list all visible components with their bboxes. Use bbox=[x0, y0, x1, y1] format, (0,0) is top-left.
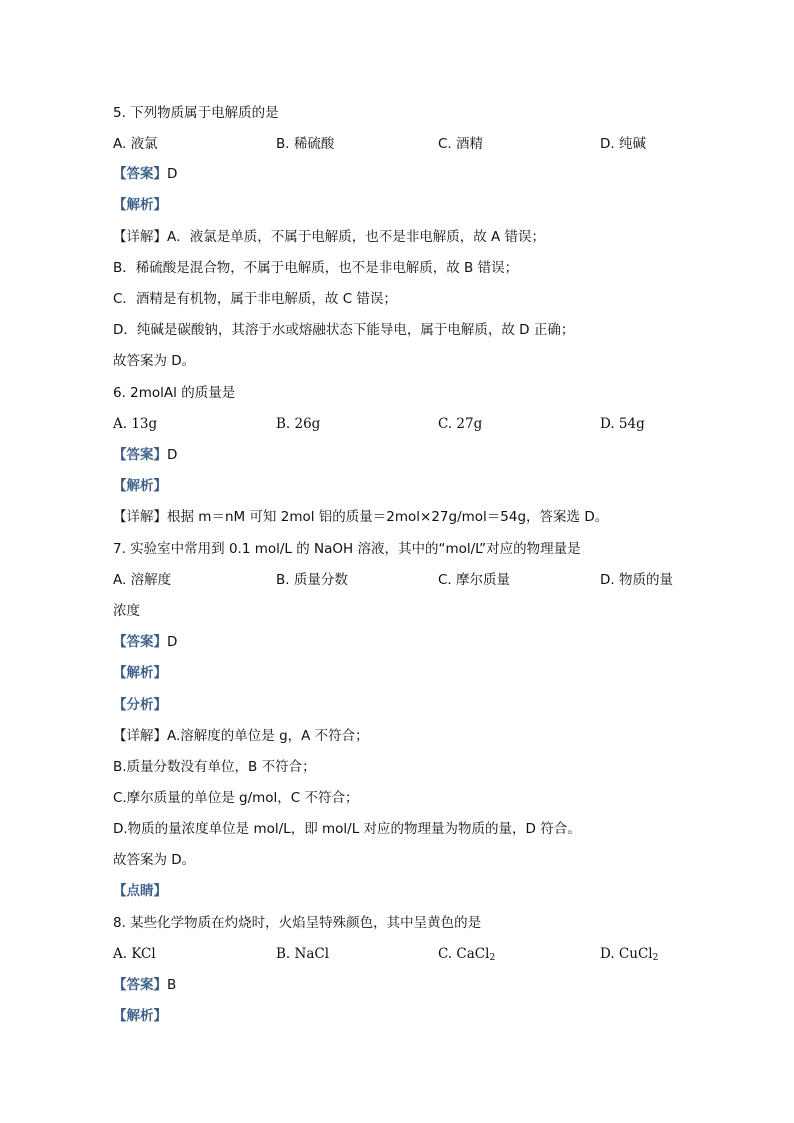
detail-tag: 【详解】 bbox=[113, 509, 167, 525]
q5-stem: 5. 下列物质属于电解质的是 bbox=[113, 105, 279, 121]
q5-option-d: D. 纯碱 bbox=[600, 136, 646, 152]
q6-option-c: C. 27g bbox=[438, 416, 483, 432]
q7-detail-2: B.质量分数没有单位，B 不符合； bbox=[113, 759, 316, 775]
answer-tag: 【答案】 bbox=[113, 166, 167, 182]
q6-option-a: A. 13g bbox=[113, 416, 158, 432]
q7-answer bbox=[113, 633, 177, 651]
detail-text: A．液氯是单质，不属于电解质，也不是非电解质，故 A 错误； bbox=[167, 229, 546, 245]
detail-text: A.溶解度的单位是 g，A 不符合； bbox=[167, 728, 369, 744]
option-d-text: D. CuCl bbox=[600, 946, 653, 962]
q7-option-b: B. 质量分数 bbox=[276, 572, 348, 588]
q6-option-d: D. 54g bbox=[600, 416, 645, 432]
option-d-subscript: 2 bbox=[652, 953, 659, 963]
q5-option-a: A. 液氯 bbox=[113, 136, 158, 152]
q5-option-b: B. 稀硫酸 bbox=[276, 136, 335, 152]
q8-option-d bbox=[600, 945, 658, 963]
detail-tag: 【详解】 bbox=[113, 229, 167, 245]
q8-option-a: A. KCl bbox=[113, 946, 156, 962]
q8-stem: 8. 某些化学物质在灼烧时，火焰呈特殊颜色，其中呈黄色的是 bbox=[113, 915, 482, 931]
q5-answer bbox=[113, 165, 177, 183]
answer-tag: 【答案】 bbox=[113, 447, 167, 463]
q6-analysis-tag: 【解析】 bbox=[113, 478, 167, 494]
detail-tag: 【详解】 bbox=[113, 728, 167, 744]
q7-stem: 7. 实验室中常用到 0.1 mol/L 的 NaOH 溶液，其中的“mol/L”对应的物理量是 bbox=[113, 541, 581, 557]
q7-option-d: D. 物质的量 bbox=[600, 572, 673, 588]
q5-detail-4: D．纯碱是碳酸钠，其溶于水或熔融状态下能导电，属于电解质，故 D 正确； bbox=[113, 322, 575, 338]
q7-option-c: C. 摩尔质量 bbox=[438, 572, 511, 588]
answer-value: D bbox=[167, 447, 178, 463]
q5-detail-1 bbox=[113, 228, 545, 246]
q8-analysis-tag: 【解析】 bbox=[113, 1008, 167, 1024]
answer-value: D bbox=[167, 634, 178, 650]
q5-conclusion: 故答案为 D。 bbox=[113, 353, 196, 369]
q5-detail-3: C．酒精是有机物，属于非电解质，故 C 错误； bbox=[113, 291, 397, 307]
option-c-text: C. CaCl bbox=[438, 946, 490, 962]
q7-dianjing-tag: 【点睛】 bbox=[113, 883, 167, 899]
q6-stem: 6. 2molAl 的质量是 bbox=[113, 385, 236, 401]
q6-option-b: B. 26g bbox=[276, 416, 321, 432]
q7-detail-3: C.摩尔质量的单位是 g/mol，C 不符合； bbox=[113, 790, 359, 806]
answer-value: D bbox=[167, 166, 178, 182]
q5-option-c: C. 酒精 bbox=[438, 136, 484, 152]
detail-text: 根据 m＝nM 可知 2mol 铝的质量＝2mol×27g/mol＝54g，答案选 D。 bbox=[167, 509, 609, 525]
q7-detail-1 bbox=[113, 727, 369, 745]
q8-option-b: B. NaCl bbox=[276, 946, 330, 962]
q5-detail-2: B．稀硫酸是混合物，不属于电解质，也不是非电解质，故 B 错误； bbox=[113, 260, 519, 276]
q7-option-a: A. 溶解度 bbox=[113, 572, 172, 588]
q5-analysis-tag: 【解析】 bbox=[113, 197, 167, 213]
q8-option-c bbox=[438, 945, 495, 963]
q7-conclusion: 故答案为 D。 bbox=[113, 852, 196, 868]
q7-fenxi-tag: 【分析】 bbox=[113, 697, 167, 713]
option-c-subscript: 2 bbox=[489, 953, 496, 963]
q7-option-d-wrap: 浓度 bbox=[113, 603, 140, 619]
q7-detail-4: D.物质的量浓度单位是 mol/L，即 mol/L 对应的物理量为物质的量，D 符合。 bbox=[113, 821, 581, 837]
answer-value: B bbox=[167, 977, 177, 993]
q6-answer bbox=[113, 446, 177, 464]
q6-detail bbox=[113, 508, 608, 526]
q7-analysis-tag: 【解析】 bbox=[113, 665, 167, 681]
answer-tag: 【答案】 bbox=[113, 977, 167, 993]
q8-answer bbox=[113, 976, 176, 994]
answer-tag: 【答案】 bbox=[113, 634, 167, 650]
